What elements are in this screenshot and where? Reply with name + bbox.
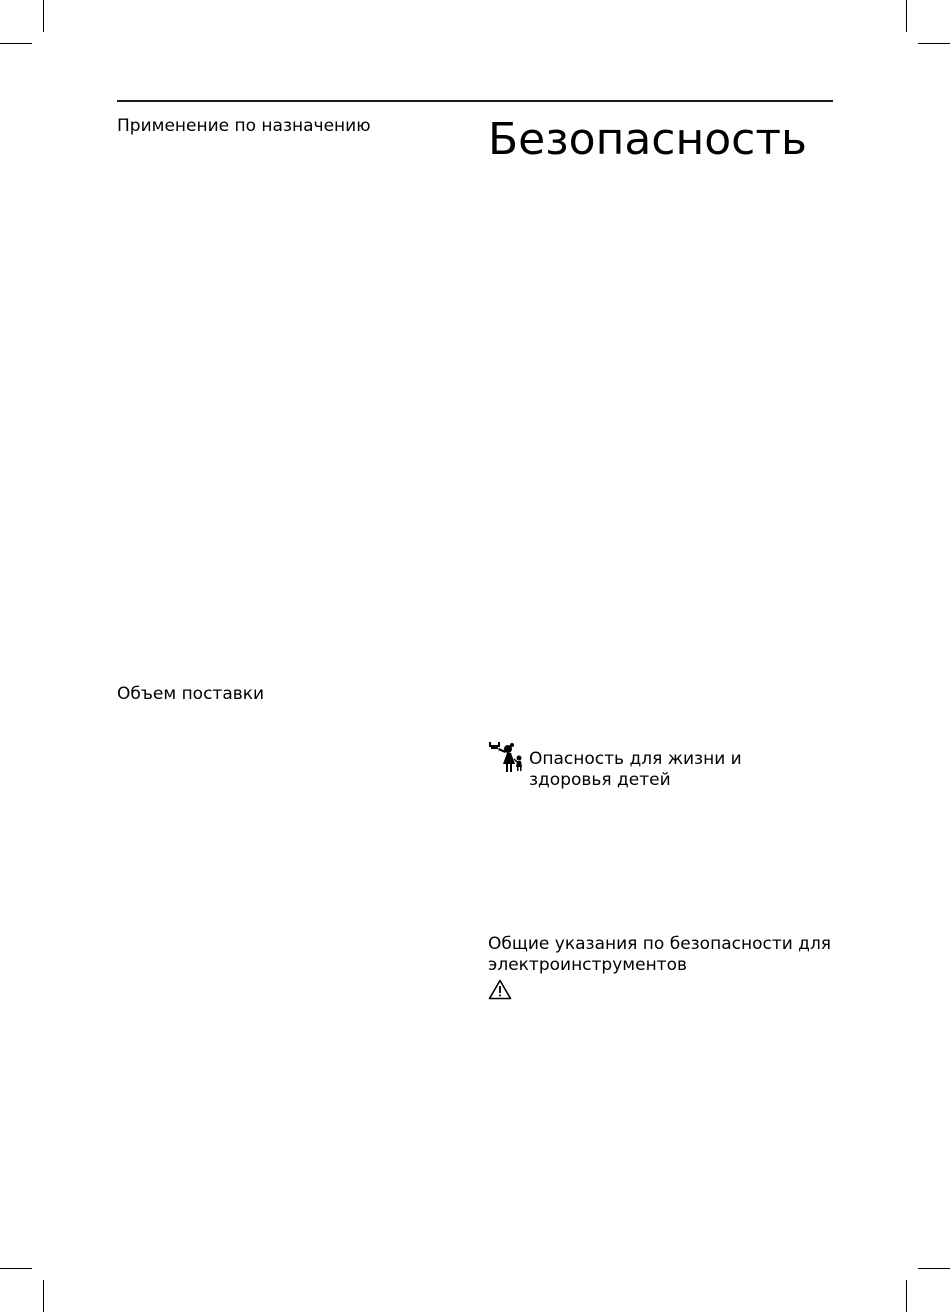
crop-mark-bottom-left (0, 1268, 32, 1269)
header-rule (117, 100, 833, 102)
crop-mark-bottom-right (918, 1268, 950, 1269)
crop-mark-top-right (906, 0, 907, 32)
crop-mark-bottom-left (43, 1280, 44, 1312)
child-danger-icon (488, 740, 524, 774)
child-warning-text: Опасность для жизни и здоровья детей (529, 749, 742, 790)
warning-triangle-icon (488, 979, 512, 1000)
heading-general-safety: Общие указания по безопасности для электроинструментов (488, 934, 832, 975)
crop-mark-top-left (0, 43, 32, 44)
chapter-title: Безопасность (488, 114, 807, 165)
heading-delivery-scope: Объем поставки (117, 684, 265, 704)
heading-intended-use: Применение по назначению (117, 116, 371, 136)
crop-mark-top-left (43, 0, 44, 32)
crop-mark-top-right (918, 43, 950, 44)
crop-mark-bottom-right (906, 1280, 907, 1312)
